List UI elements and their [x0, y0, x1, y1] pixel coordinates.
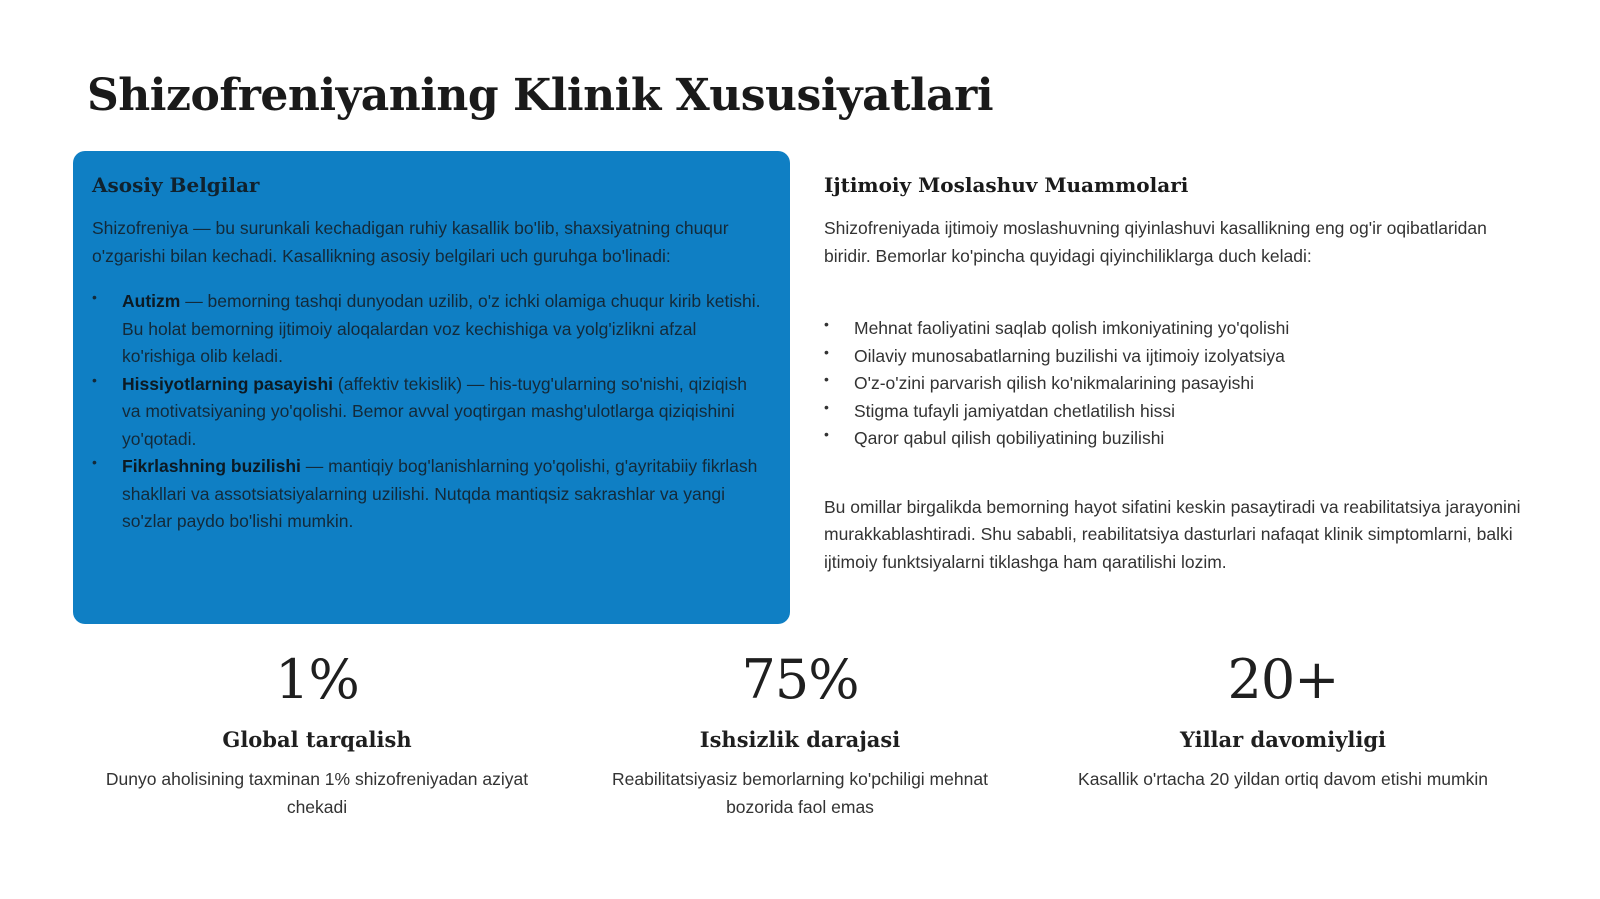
difficulty-item: • Stigma tufayli jamiyatdan chetlatilish hissi — [824, 398, 1524, 426]
symptoms-list — [92, 288, 770, 536]
stat-label: Global tarqalish — [222, 727, 412, 752]
social-adaptation-heading: Ijtimoiy Moslashuv Muammolari — [824, 173, 1189, 197]
social-adaptation-outro: Bu omillar birgalikda bemorning hayot sifatini keskin pasaytiradi va reabilitatsiya jarayonini murakkablashtiradi. Shu sababli, reabilitatsiya dasturlari nafaqat klinik simptomlarni, balki ijtimoiy funktsiyalarni tiklashga ham qaratilishi lozim. — [824, 496, 1521, 572]
symptom-item — [92, 288, 770, 371]
symptom-text: — mantiqiy bog'lanishlarning yo'qolishi, g'ayritabiiy fikrlash shakllari va assotsiatsiyalarning uzilishi. Nutqda mantiqsiz sakrashlar va yangi so'zlar paydo bo'lishi mumkin. — [122, 456, 758, 531]
stat-description: Kasallik o'rtacha 20 yildan ortiq davom etishi mumkin — [1078, 769, 1488, 789]
main-symptoms-card — [73, 151, 790, 624]
symptom-term: Hissiyotlarning pasayishi — [122, 373, 334, 394]
stat-unemployment — [580, 645, 1020, 821]
symptom-term: Autizm — [122, 291, 181, 311]
difficulty-item: • O'z-o'zini parvarish qilish ko'nikmalarining pasayishi — [824, 370, 1524, 398]
symptom-term: Fikrlashning buzilishi — [122, 456, 301, 476]
stat-global-prevalence — [97, 645, 537, 821]
stat-value: 1% — [275, 648, 359, 711]
main-symptoms-intro: Shizofreniya — bu surunkali kechadigan ruhiy kasallik bo'lib, shaxsiyatning chuqur o'zgarishi bilan kechadi. Kasallikning asosiy belgilari uch guruhga bo'linadi: — [92, 218, 729, 266]
page-title: Shizofreniyaning Klinik Xususiyatlari — [87, 70, 994, 121]
difficulty-item: • Oilaviy munosabatlarning buzilishi va ijtimoiy izolyatsiya — [824, 343, 1524, 371]
stat-description: Dunyo aholisining taxminan 1% shizofreniyadan aziyat chekadi — [105, 769, 529, 817]
symptom-text: — bemorning tashqi dunyodan uzilib, o'z ichki olamiga chuqur kirib ketishi. Bu holat bemorning ijtimoiy aloqalardan voz kechishiga va yolg'izlikni afzal ko'rishiga olib keladi. — [122, 291, 761, 366]
main-symptoms-heading: Asosiy Belgilar — [92, 173, 260, 197]
stat-value: 75% — [741, 648, 859, 711]
symptom-text: (affektiv tekislik) — his-tuyg'ularning so'nishi, qiziqish va motivatsiyaning yo'qolishi. Bemor avval yoqtirgan mashg'ulotlarga qiziqishini yo'qotadi. — [122, 373, 747, 449]
symptom-item — [92, 453, 770, 536]
social-adaptation-intro: Shizofreniyada ijtimoiy moslashuvning qiyinlashuvi kasallikning eng og'ir oqibatlaridan biridir. Bemorlar ko'pincha quyidagi qiyinchiliklarga duch keladi: — [824, 218, 1487, 266]
stat-description: Reabilitatsiyasiz bemorlarning ko'pchiligi mehnat bozorida faol emas — [612, 769, 988, 817]
stat-value: 20+ — [1227, 648, 1339, 711]
stat-label: Ishsizlik darajasi — [699, 727, 901, 752]
stat-label: Yillar davomiyligi — [1179, 727, 1387, 752]
symptom-item — [92, 371, 770, 454]
difficulties-list — [824, 315, 1524, 453]
difficulty-item: • Mehnat faoliyatini saqlab qolish imkoniyatining yo'qolishi — [824, 315, 1524, 343]
difficulty-item: • Qaror qabul qilish qobiliyatining buzilishi — [824, 425, 1524, 453]
stat-duration — [1063, 645, 1503, 794]
social-adaptation-section — [824, 151, 1524, 576]
